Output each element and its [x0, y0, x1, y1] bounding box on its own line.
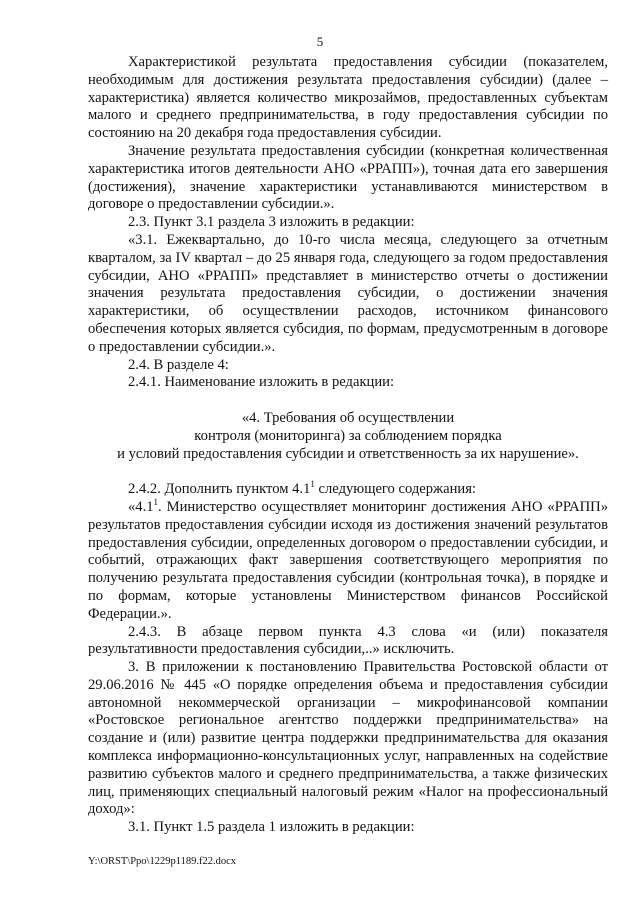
paragraph-2-4-2 [88, 481, 608, 499]
text-run: 2.4.2. Дополнить пунктом 4.1 [128, 481, 311, 498]
heading-line-2: контроля (мониторинга) за соблюдением порядка [194, 427, 502, 444]
section-4-heading [88, 410, 608, 463]
paragraph-3: 3. В приложении к постановлению Правительства Ростовской области от 29.06.2016 № 445 «О порядке определения объема и предоставления субсидии автономной некоммерческой организации – микрофинансовой компании «Ростовское региональное агентство поддержки предпринимательства» на создание и (или) развитие центра поддержки предпринимательства для оказания комплекса информационно-консультационных услуг, направленных на содействие развитию субъектов малого и среднего предпринимательства, а также физических лиц, применяющих специальный налоговый режим «Налог на профессиональный доход»: [88, 659, 608, 818]
paragraph-quote-4-1-1 [88, 499, 608, 624]
paragraph-2-4-3: 2.4.3. В абзаце первом пункта 4.3 слова «и (или) показателя результативности предоставления субсидии,..» исключить. [88, 623, 608, 658]
heading-line-1: «4. Требования об осуществлении [241, 409, 455, 426]
paragraph-2-4-1: 2.4.1. Наименование изложить в редакции: [128, 374, 395, 391]
paragraph-characteristic-definition: Характеристикой результата предоставления субсидии (показателем, необходимым для достижения результата предоставления субсидии) (далее – характеристика) является количество микрозаймов, предоставленных субъектам малого и среднего предпринимательства, в году предоставления субсидии по состоянию на 20 декабря года предоставления субсидии. [88, 54, 608, 142]
text-run: «4.1 [128, 498, 154, 515]
document-body [88, 54, 608, 837]
text-run: . Министерство осуществляет мониторинг достижения АНО «РРАПП» результатов предоставления субсидии исходя из достижения значений результатов предоставления субсидии, определенных договором о предоставлении субсидии, и событий, отражающих факт завершения соответствующего мероприятия по получению результата предоставления субсидии (контрольная точка), в порядке и по формам, которые установлены Министерством финансов Российской Федерации.». [88, 498, 608, 622]
file-path-footer: Y:\ORST\Ppo\1229p1189.f22.docx [88, 856, 236, 867]
paragraph-result-value: Значение результата предоставления субсидии (конкретная количественная характеристика итогов деятельности АНО «РРАПП»), точная дата его завершения (достижения), значение характеристики устанавливаются министерством в договоре о предоставлении субсидии.». [88, 142, 608, 213]
paragraph-2-3: 2.3. Пункт 3.1 раздела 3 изложить в редакции: [128, 214, 415, 231]
superscript: 1 [310, 479, 315, 490]
page-number: 5 [316, 34, 324, 49]
heading-line-3: и условий предоставления субсидии и ответственность за их нарушение». [117, 445, 579, 462]
text-run: следующего содержания: [314, 481, 476, 498]
paragraph-quote-3-1: «3.1. Ежеквартально, до 10-го числа месяца, следующего за отчетным кварталом, за IV квартал – до 25 января года, следующего за годом предоставления субсидии, АНО «РРАПП» представляет в министерство отчеты о достижении значения результата предоставления субсидии, о достижении значения характеристики, об осуществлении расходов, источником финансового обеспечения которых является субсидия, по формам, предусмотренным в договоре о предоставлении субсидии.». [88, 231, 608, 355]
superscript: 1 [153, 497, 159, 508]
paragraph-2-4: 2.4. В разделе 4: [128, 356, 229, 373]
paragraph-3-1: 3.1. Пункт 1.5 раздела 1 изложить в редакции: [128, 819, 415, 836]
